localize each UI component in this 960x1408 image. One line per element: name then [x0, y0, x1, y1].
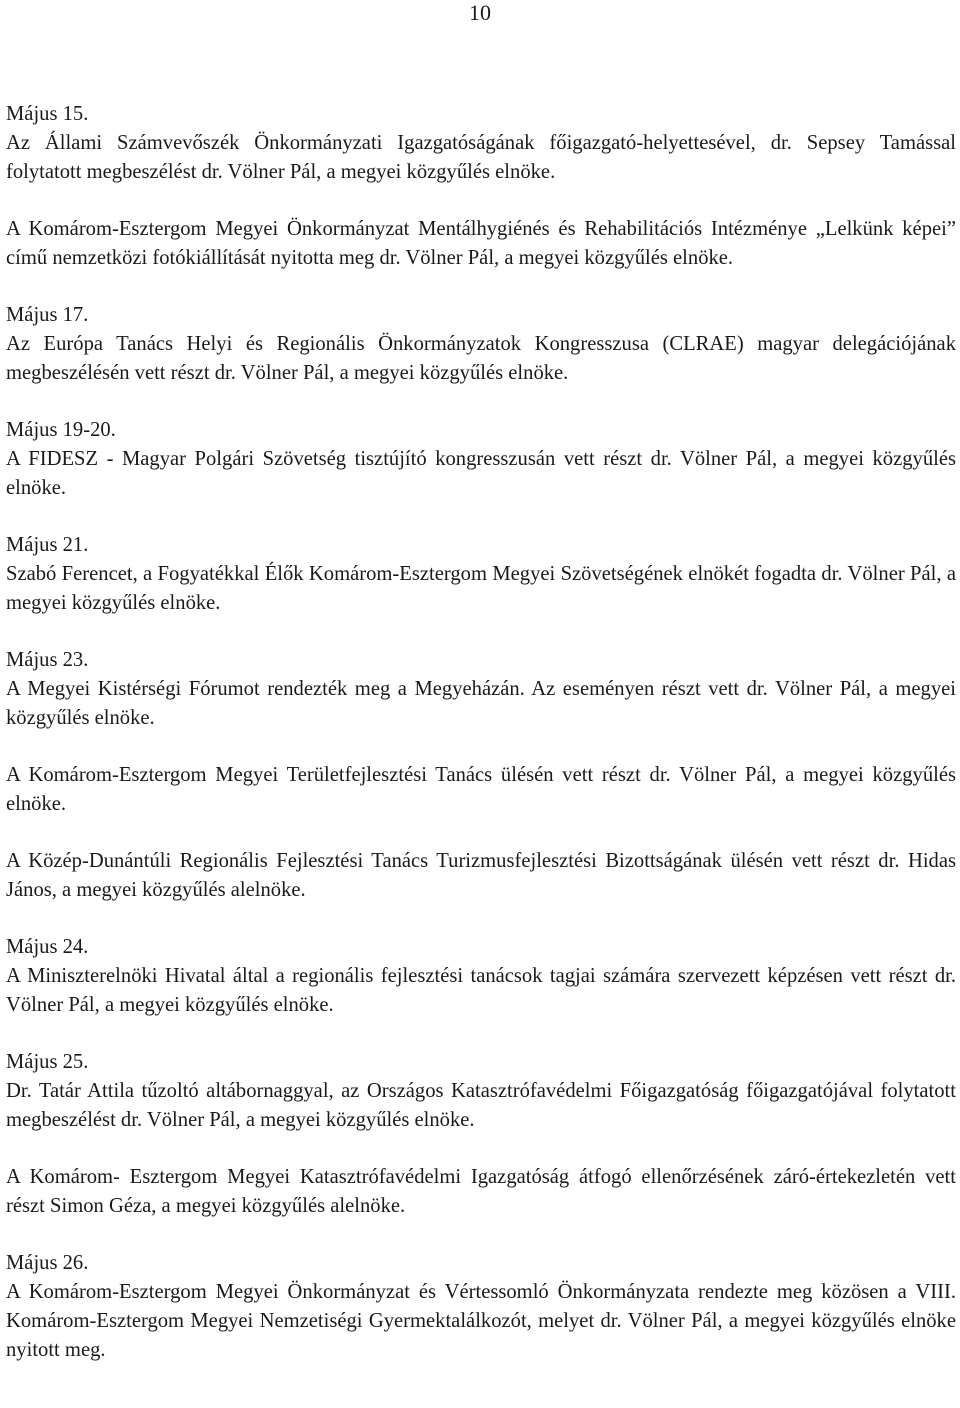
entry-date: Május 17.	[6, 304, 89, 326]
entry-date: Május 19-20.	[6, 419, 116, 441]
entry-paragraph: A Közép-Dunántúli Regionális Fejlesztési Tanács Turizmusfejlesztési Bizottságának ülésén vett részt dr. Hidas János, a megyei közgyűlés alelnöke.	[6, 850, 956, 901]
document-body	[6, 100, 956, 1365]
entry-paragraph: Dr. Tatár Attila tűzoltó altábornaggyal, az Országos Katasztrófavédelmi Főigazgatóság főigazgatójával folytatott megbeszélést dr. Völner Pál, a megyei közgyűlés elnöke.	[6, 1080, 956, 1131]
entry-paragraph: Az Európa Tanács Helyi és Regionális Önkormányzatok Kongresszusa (CLRAE) magyar delegációjának megbeszélésén vett részt dr. Völner Pál, a megyei közgyűlés elnöke.	[6, 333, 956, 384]
entry-paragraph: A Megyei Kistérségi Fórumot rendezték meg a Megyeházán. Az eseményen részt vett dr. Völner Pál, a megyei közgyűlés elnöke.	[6, 678, 956, 729]
entry-paragraph: A FIDESZ - Magyar Polgári Szövetség tisztújító kongresszusán vett részt dr. Völner Pál, a megyei közgyűlés elnöke.	[6, 448, 956, 499]
entry-date: Május 26.	[6, 1252, 89, 1274]
entry-date: Május 23.	[6, 649, 89, 671]
entry-paragraph: Az Állami Számvevőszék Önkormányzati Igazgatóságának főigazgató-helyettesével, dr. Sepsey Tamással folytatott megbeszélést dr. Völner Pál, a megyei közgyűlés elnöke.	[6, 132, 956, 183]
entry-paragraph: A Miniszterelnöki Hivatal által a regionális fejlesztési tanácsok tagjai számára szervezett képzésen vett részt dr. Völner Pál, a megyei közgyűlés elnöke.	[6, 965, 956, 1016]
entry-paragraph: Szabó Ferencet, a Fogyatékkal Élők Komárom-Esztergom Megyei Szövetségének elnökét fogadta dr. Völner Pál, a megyei közgyűlés elnöke.	[6, 563, 956, 614]
entry-date: Május 15.	[6, 103, 89, 125]
entry-paragraph: A Komárom- Esztergom Megyei Katasztrófavédelmi Igazgatóság átfogó ellenőrzésének záró-értekezletén vett részt Simon Géza, a megyei közgyűlés alelnöke.	[6, 1166, 956, 1217]
entry-date: Május 25.	[6, 1051, 89, 1073]
entry-paragraph: A Komárom-Esztergom Megyei Önkormányzat és Vértessomló Önkormányzata rendezte meg közösen a VIII. Komárom-Esztergom Megyei Nemzetiségi Gyermektalálkozót, melyet dr. Völner Pál, a megyei közgyűlés elnöke nyitott meg.	[6, 1281, 956, 1361]
entry-date: Május 21.	[6, 534, 89, 556]
entry-date: Május 24.	[6, 936, 89, 958]
entry-paragraph: A Komárom-Esztergom Megyei Területfejlesztési Tanács ülésén vett részt dr. Völner Pál, a megyei közgyűlés elnöke.	[6, 764, 956, 815]
page-number: 10	[469, 0, 491, 25]
entry-paragraph: A Komárom-Esztergom Megyei Önkormányzat Mentálhygiénés és Rehabilitációs Intézménye „Lelkünk képei” című nemzetközi fotókiállítását nyitotta meg dr. Völner Pál, a megyei közgyűlés elnöke.	[6, 218, 956, 269]
